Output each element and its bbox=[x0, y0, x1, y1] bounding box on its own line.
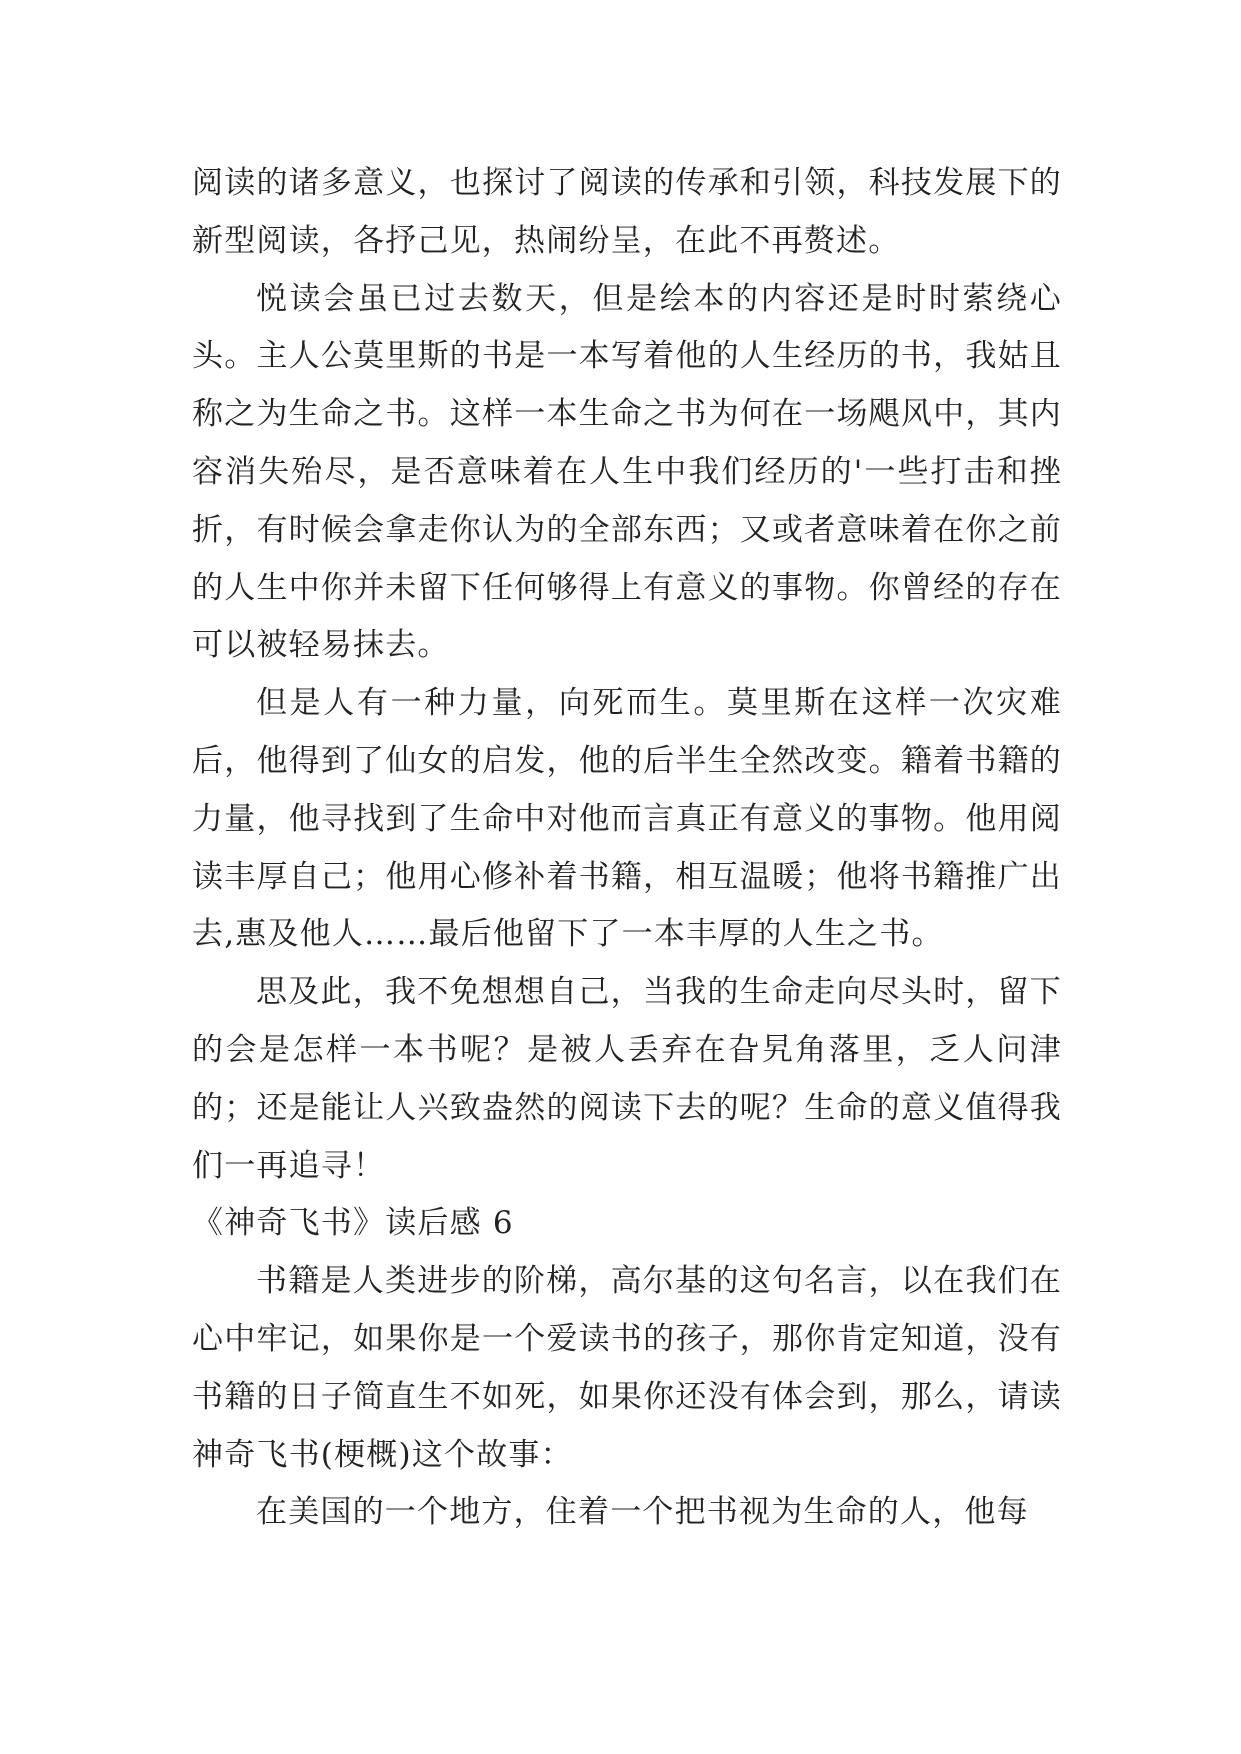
paragraph-reading-meaning: 阅读的诸多意义，也探讨了阅读的传承和引领，科技发展下的新型阅读，各抒己见，热闹纷呈，在此不再赘述。 bbox=[192, 165, 1062, 259]
paragraph-morris-rebirth: 但是人有一种力量，向死而生。莫里斯在这样一次灾难后，他得到了仙女的启发，他的后半生全然改变。籍着书籍的力量，他寻找到了生命中对他而言真正有意义的事物。他用阅读丰厚自己；他用心修补着书籍，相互温暖；他将书籍推广出去,惠及他人……最后他留下了一本丰厚的人生之书。 bbox=[192, 685, 1062, 953]
document-body bbox=[192, 155, 1062, 1542]
paragraph-gorky-quote: 书籍是人类进步的阶梯，高尔基的这句名言，以在我们在心中牢记，如果你是一个爱读书的孩子，那你肯定知道，没有书籍的日子简直生不如死，如果你还没有体会到，那么，请读神奇飞书(梗概)这个故事： bbox=[192, 1263, 1062, 1473]
paragraph-book-of-life: 悦读会虽已过去数天，但是绘本的内容还是时时萦绕心头。主人公莫里斯的书是一本写着他的人生经历的书，我姑且称之为生命之书。这样一本生命之书为何在一场飓风中，其内容消失殆尽，是否意味着在人生中我们经历的'一些打击和挫折，有时候会拿走你认为的全部东西；又或者意味着在你之前的人生中你并未留下任何够得上有意义的事物。你曾经的存在可以被轻易抹去。 bbox=[192, 280, 1062, 664]
section-heading: 《神奇飞书》读后感 6 bbox=[192, 1205, 514, 1242]
paragraph-story-start: 在美国的一个地方，住着一个把书视为生命的人，他每 bbox=[256, 1494, 1029, 1531]
paragraph-reflection: 思及此，我不免想想自己，当我的生命走向尽头时，留下的会是怎样一本书呢？是被人丢弃在旮旯角落里，乏人问津的；还是能让人兴致盎然的阅读下去的呢？生命的意义值得我们一再追寻！ bbox=[192, 974, 1062, 1184]
